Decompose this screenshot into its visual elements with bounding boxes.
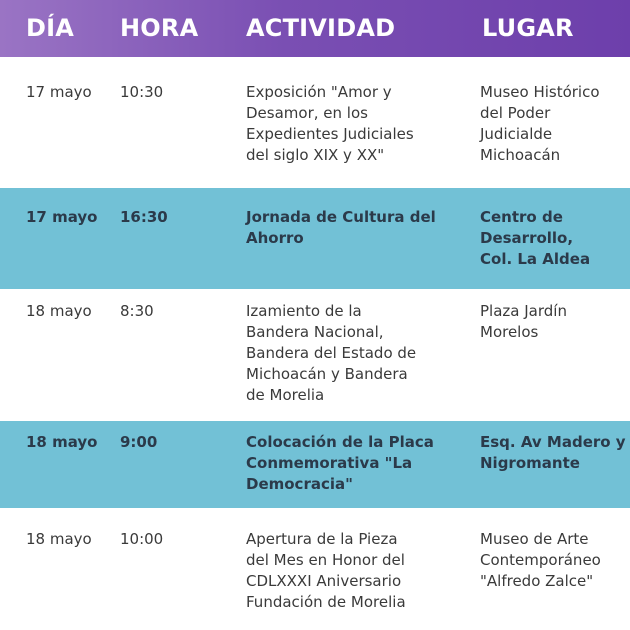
activity-line: de Morelia xyxy=(246,386,325,404)
table-header xyxy=(0,0,630,57)
activity-line: Bandera Nacional, xyxy=(246,323,384,341)
activity-line: Michoacán y Bandera xyxy=(246,365,408,383)
time-cell: 9:00 xyxy=(120,433,158,451)
place-line: Michoacán xyxy=(480,146,561,164)
time-cell: 10:30 xyxy=(120,83,164,101)
place-line: Desarrollo, xyxy=(480,229,574,247)
place-cell xyxy=(480,82,628,166)
table-row xyxy=(0,289,630,421)
activity-line: Ahorro xyxy=(246,229,304,247)
activity-line: Desamor, en los xyxy=(246,104,368,122)
activity-line: CDLXXXI Aniversario xyxy=(246,572,402,590)
place-cell xyxy=(480,529,628,592)
place-cell xyxy=(480,432,628,474)
place-cell xyxy=(480,301,628,343)
place-line: Judicialde xyxy=(480,125,553,143)
time-cell: 10:00 xyxy=(120,530,164,548)
place-line: "Alfredo Zalce" xyxy=(480,572,594,590)
table-row-highlighted xyxy=(0,421,630,508)
day-cell: 18 mayo xyxy=(26,302,92,320)
activity-line: Conmemorativa "La xyxy=(246,454,413,472)
activity-line: Expedientes Judiciales xyxy=(246,125,414,143)
place-line: del Poder xyxy=(480,104,551,122)
day-cell: 18 mayo xyxy=(26,433,98,451)
table-row xyxy=(0,508,630,630)
activity-line: Exposición "Amor y xyxy=(246,83,392,101)
place-line: Nigromante xyxy=(480,454,580,472)
day-cell: 17 mayo xyxy=(26,208,98,226)
activity-cell xyxy=(246,301,466,406)
activity-line: del siglo XIX y XX" xyxy=(246,146,385,164)
place-line: Morelos xyxy=(480,323,539,341)
header-activity: ACTIVIDAD xyxy=(246,14,396,42)
activity-cell xyxy=(246,432,466,495)
activity-line: del Mes en Honor del xyxy=(246,551,405,569)
activity-cell xyxy=(246,529,466,613)
place-line: Plaza Jardín xyxy=(480,302,567,320)
activity-line: Colocación de la Placa xyxy=(246,433,434,451)
activity-cell xyxy=(246,82,466,166)
activity-cell xyxy=(246,207,466,249)
activity-line: Fundación de Morelia xyxy=(246,593,406,611)
day-cell: 18 mayo xyxy=(26,530,92,548)
place-cell xyxy=(480,207,628,270)
place-line: Esq. Av Madero y xyxy=(480,433,626,451)
place-line: Museo Histórico xyxy=(480,83,600,101)
header-place: LUGAR xyxy=(482,14,574,42)
time-cell: 8:30 xyxy=(120,302,154,320)
activity-line: Democracia" xyxy=(246,475,353,493)
activity-line: Izamiento de la xyxy=(246,302,362,320)
header-day: DÍA xyxy=(26,14,75,42)
place-line: Col. La Aldea xyxy=(480,250,591,268)
day-cell: 17 mayo xyxy=(26,83,92,101)
activity-line: Jornada de Cultura del xyxy=(246,208,436,226)
table-row-highlighted xyxy=(0,188,630,289)
header-time: HORA xyxy=(120,14,199,42)
place-line: Contemporáneo xyxy=(480,551,601,569)
activity-line: Bandera del Estado de xyxy=(246,344,417,362)
activity-line: Apertura de la Pieza xyxy=(246,530,398,548)
table-row xyxy=(0,57,630,188)
place-line: Museo de Arte xyxy=(480,530,589,548)
time-cell: 16:30 xyxy=(120,208,168,226)
place-line: Centro de xyxy=(480,208,563,226)
